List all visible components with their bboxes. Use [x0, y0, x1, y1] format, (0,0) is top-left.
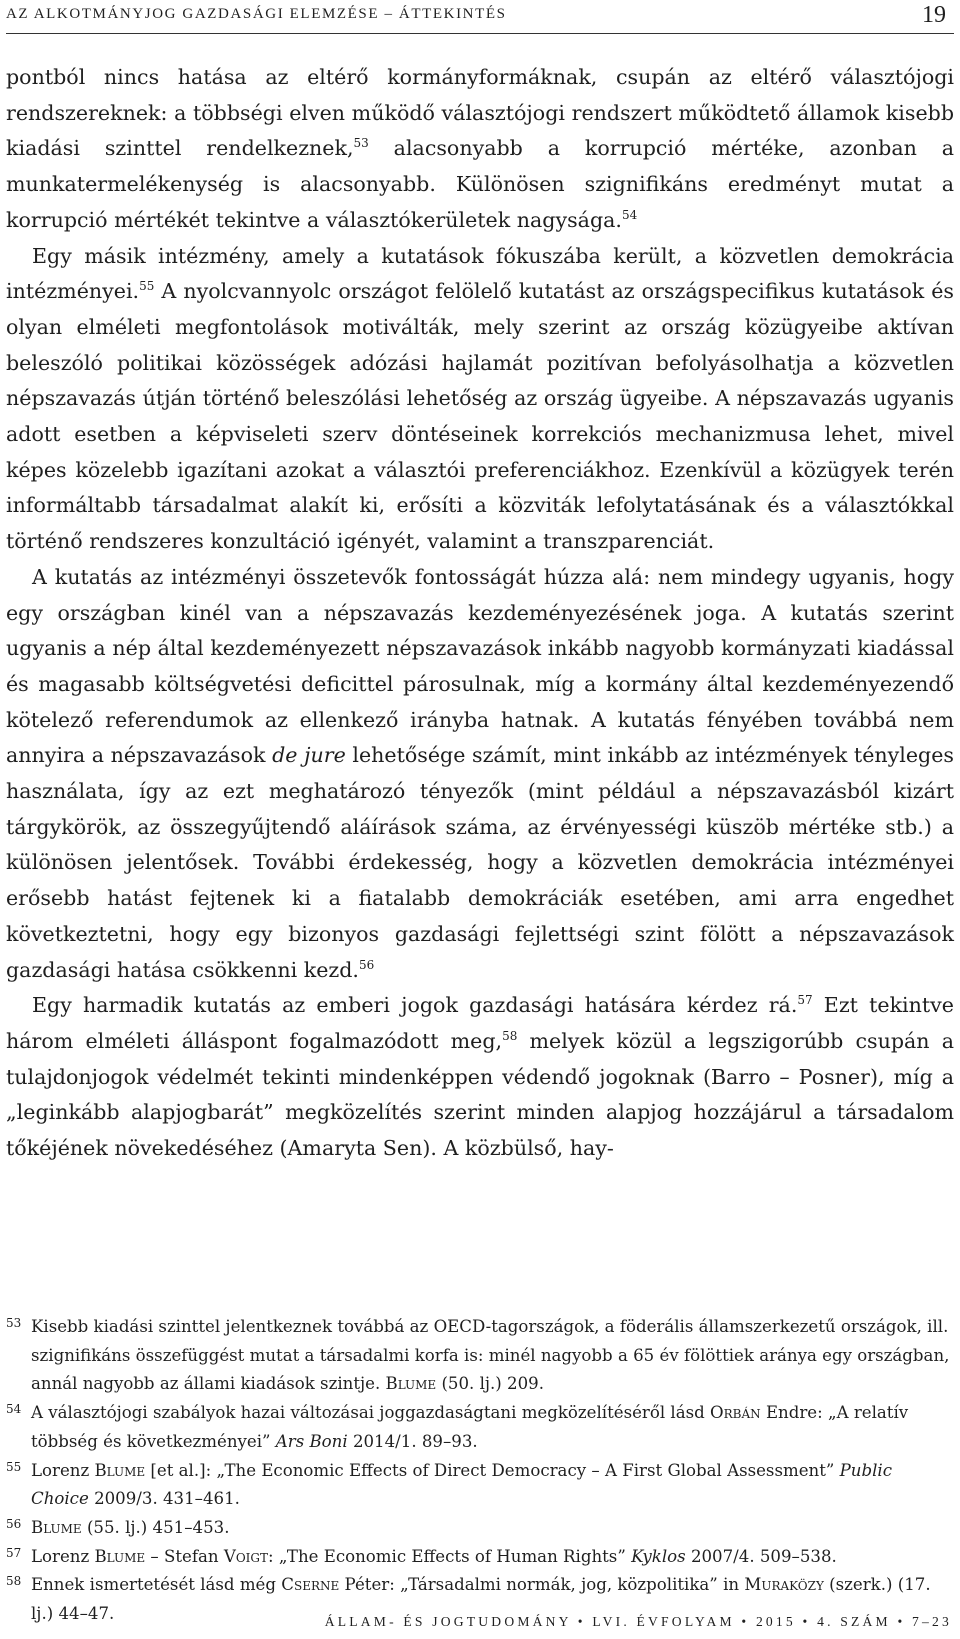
- paragraph-3: A kutatás az intézményi összetevők fontosságát húzza alá: nem mindegy ugyanis, hogy egy országban kinél van a népszavazás kezdeményezésének joga. A kutatás szerint ugyanis a nép által kezdeményezett népszavazások inkább nagyobb kormányzati kiadással és magasabb költségvetési deficittel párosulnak, míg a kormány által kezdeményezendő kötelező referendumok az ellenkező irányba hatnak. A kutatás fényében továbbá nem annyira a népszavazások de jure lehetősége számít, mint inkább az intézmények tényleges használata, így az ezt meghatározó tényezők (mint például a népszavazásból kizárt tárgykörök, az összegyűjtendő aláírások száma, az érvényességi küszöb mértéke stb.) a különösen jelentősek. További érdekesség, hogy a közvetlen demokrácia intézményei erősebb hatást fejtenek ki a fiatalabb demokráciák esetében, ami arra engedhet következtetni, hogy egy bizonyos gazdasági fejlettségi szint fölött a népszavazások gazdasági hatása csökkenni kezd.$^{56}$: [6, 564, 954, 982]
- running-title: AZ ALKOTMÁNYJOG GAZDASÁGI ELEMZÉSE – ÁTTEKINTÉS: [6, 6, 507, 22]
- footnote-ref-58[interactable]: 58: [502, 1028, 518, 1043]
- header-divider: [6, 33, 954, 34]
- running-footer: [0, 1614, 960, 1634]
- footnote-number: 58: [6, 1574, 22, 1589]
- italic-term: de jure: [272, 743, 346, 768]
- footnote-55: 55 Lorenz Blume [et al.]: „The Economic Effects of Direct Democracy – A First Global Assessment” Public Choice 2009/3. 431–461.: [6, 1457, 952, 1514]
- footnote-number: 54: [6, 1402, 22, 1417]
- footnote-ref-53[interactable]: 53: [353, 136, 369, 151]
- page-number: 19: [922, 2, 946, 28]
- footnote-ref-54[interactable]: 54: [621, 207, 638, 222]
- journal-info: ÁLLAM- ÉS JOGTUDOMÁNY • LVI. ÉVFOLYAM • 2015 • 4. SZÁM • 7–23: [324, 1614, 952, 1629]
- main-text: [6, 60, 954, 1167]
- footnote-ref-55[interactable]: 55: [139, 279, 155, 294]
- footnote-number: 53: [6, 1316, 22, 1330]
- paragraph-4: Egy harmadik kutatás az emberi jogok gazdasági hatására kérdez rá.$^{57}$ Ezt tekintve három elméleti álláspont fogalmazódott meg,$^{58}$ melyek közül a legszigorúbb csupán a tulajdonjogok védelmét tekinti mindenképpen védendő jogoknak (Barro – Posner), míg a „leginkább alapjogbarát” megközelítés szerint minden alapjog hozzájárul a társadalom tőkéjének növekedéséhez (Amaryta Sen). A közbülső, hay-: [6, 993, 954, 1161]
- running-header: [6, 0, 954, 34]
- footnote-56: 56 Blume (55. lj.) 451–453.: [6, 1514, 952, 1543]
- footnote-number: 56: [6, 1516, 22, 1531]
- paragraph-1: pontból nincs hatása az eltérő kormányformáknak, csupán az eltérő választójogi rendszereknek: a többségi elven működő választójogi rendszert működtető államok kisebb kiadási szinttel rendelkeznek,$^{53}$ alacsonyabb a korrupció mértéke, azonban a munkatermelékenység is alacsonyabb. Különösen szignifikáns eredményt mutat a korrupció mértékét tekintve a választókerületek nagysága.$^{54}$: [6, 65, 955, 232]
- footnote-57: 57 Lorenz Blume – Stefan Voigt: „The Economic Effects of Human Rights” Kyklos 2007/4. 509–538.: [6, 1543, 952, 1572]
- footnote-ref-56[interactable]: 56: [358, 957, 375, 972]
- footnote-54: 54 A választójogi szabályok hazai változásai joggazdaságtani megközelítéséről lásd Orbán Endre: „A relatív többség és következményei” Ars Boni 2014/1. 89–93.: [6, 1399, 952, 1456]
- footnote-ref-57[interactable]: 57: [797, 993, 813, 1008]
- footnote-53: 53 Kisebb kiadási szinttel jelentkeznek továbbá az OECD-tagországok, a föderális államszerkezetű országok, ill. szignifikáns összefüggést mutat a társadalmi korfa is: minél nagyobb a 65 év fölöttiek aránya egy országban, annál nagyobb az állami kiadások szintje. Blume (50. lj.) 209.: [6, 1313, 952, 1399]
- footnotes: [6, 1313, 952, 1629]
- footnote-58: 58 Ennek ismertetését lásd még Cserne Péter: „Társadalmi normák, jog, közpolitika” in Muraközy (szerk.) (17. lj.) 44–47.: [6, 1571, 952, 1628]
- footnote-number: 55: [6, 1459, 22, 1474]
- footnote-number: 57: [6, 1545, 22, 1560]
- paragraph-2: Egy másik intézmény, amely a kutatások fókuszába került, a közvetlen demokrácia intézményei.$^{55}$ A nyolcvannyolc országot felölelő kutatást az országspecifikus kutatások és olyan elméleti megfontolások motiválták, mely szerint az ország közügyeibe aktívan beleszóló politikai közösségek adózási hajlamát pozitívan befolyásolhatja a közvetlen népszavazás útján történő beleszólási lehetőség az ország ügyeibe. A népszavazás ugyanis adott esetben a képviseleti szerv döntéseinek korrekciós mechanizmusa lehet, mivel képes közelebb igazítani azokat a választói preferenciákhoz. Ezenkívül a közügyek terén informáltabb társadalmat alakít ki, erősíti a közviták lefolytatásának és a választókkal történő rendszeres konzultáció igényét, valamint a transzparenciát.: [6, 243, 954, 554]
